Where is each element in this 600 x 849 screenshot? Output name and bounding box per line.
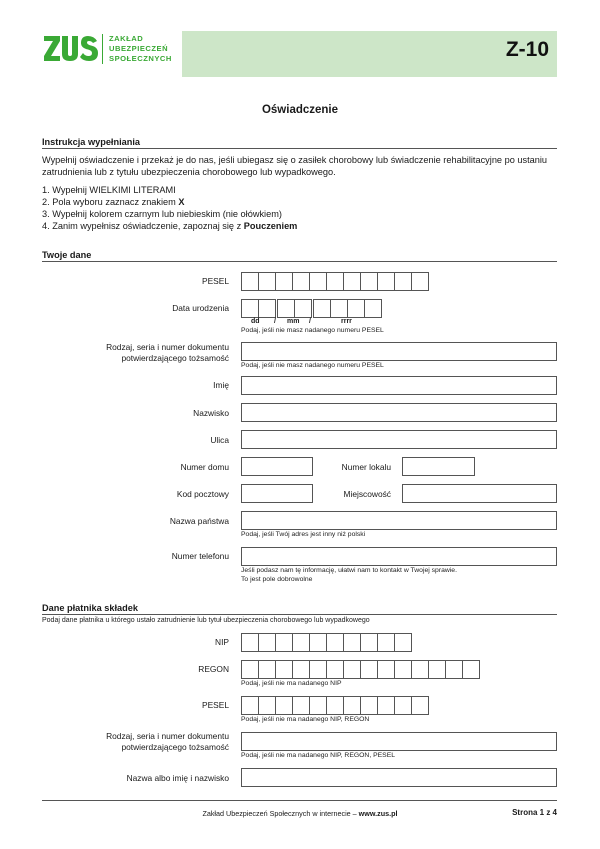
payer-document-hint: Podaj, jeśli nie ma nadanego NIP, REGON, PESEL (241, 752, 396, 759)
payer-document-label: Rodzaj, seria i numer dokumentu potwierdzającego tożsamość (106, 731, 229, 752)
regon-cell[interactable] (275, 660, 293, 679)
zus-logo-mark (43, 33, 99, 63)
payer-subheading: Podaj dane płatnika u którego ustało zatrudnienie lub tytuł ubezpieczenia chorobowego lub wypadkowego (42, 617, 370, 624)
birth-date-cell[interactable] (241, 299, 259, 318)
nip-cell[interactable] (292, 633, 310, 652)
footer-divider (42, 800, 557, 801)
logo-line-1: ZAKŁAD (109, 34, 144, 43)
document-label: Rodzaj, seria i numer dokumentu potwierdzającego tożsamość (106, 342, 229, 363)
page-number: Strona 1 z 4 (512, 808, 557, 817)
date-yyyy-label: rrrr (341, 318, 352, 325)
instruction-step: 1. Wypełnij WIELKIMI LITERAMI (42, 185, 176, 195)
country-input[interactable] (241, 511, 557, 530)
birth-date-input[interactable] (241, 299, 381, 318)
first-name-input[interactable] (241, 376, 557, 395)
regon-cell[interactable] (428, 660, 446, 679)
regon-cell[interactable] (445, 660, 463, 679)
instructions-heading: Instrukcja wypełniania (42, 137, 557, 149)
postal-code-input[interactable] (241, 484, 313, 503)
regon-cell[interactable] (394, 660, 412, 679)
instructions-paragraph: Wypełnij oświadczenie i przekaż je do nas, jeśli ubiegasz się o zasiłek chorobowy lub świadczenie rehabilitacyjne po ustaniu zatrudnienia lub z tytułu ubezpieczenia chorobowego lub wypadkowego. (42, 155, 547, 177)
payer-pesel-hint: Podaj, jeśli nie ma nadanego NIP, REGON (241, 716, 370, 723)
instruction-step: 4. Zanim wypełnisz oświadczenie, zapoznaj się z Pouczeniem (42, 221, 298, 231)
payer-pesel-cell[interactable] (343, 696, 361, 715)
city-label: Miejscowość (343, 489, 391, 499)
regon-label: REGON (198, 664, 229, 674)
date-dd-label: dd (251, 318, 260, 325)
payer-pesel-cell[interactable] (258, 696, 276, 715)
nip-input[interactable] (241, 633, 411, 652)
regon-cell[interactable] (360, 660, 378, 679)
pesel-cell[interactable] (292, 272, 310, 291)
birth-date-cell[interactable] (258, 299, 276, 318)
date-separator: / (274, 318, 276, 325)
last-name-label: Nazwisko (193, 408, 229, 418)
logo-wordmark (109, 34, 172, 65)
regon-cell[interactable] (241, 660, 259, 679)
payer-pesel-cell[interactable] (360, 696, 378, 715)
payer-pesel-input[interactable] (241, 696, 428, 715)
footer-text: Zakład Ubezpieczeń Społecznych w internecie – www.zus.pl (202, 809, 398, 818)
phone-hint: Jeśli podasz nam tę informację, ułatwi nam to kontakt w Twojej sprawie. To jest pole dobrowolne (241, 567, 457, 583)
pesel-cell[interactable] (309, 272, 327, 291)
last-name-input[interactable] (241, 403, 557, 422)
regon-hint: Podaj, jeśli nie ma nadanego NIP (241, 680, 342, 687)
payer-pesel-cell[interactable] (394, 696, 412, 715)
payer-pesel-cell[interactable] (241, 696, 259, 715)
flat-number-input[interactable] (402, 457, 475, 476)
header-band (182, 31, 557, 77)
birth-date-cell[interactable] (364, 299, 382, 318)
phone-label: Numer telefonu (171, 551, 229, 561)
pesel-input[interactable] (241, 272, 428, 291)
payer-pesel-label: PESEL (201, 700, 229, 710)
phone-input[interactable] (241, 547, 557, 566)
pesel-cell[interactable] (360, 272, 378, 291)
logo-line-2: UBEZPIECZEŃ (109, 44, 169, 54)
nip-cell[interactable] (258, 633, 276, 652)
instructions-steps (42, 184, 562, 232)
birth-date-cell[interactable] (277, 299, 295, 318)
nip-cell[interactable] (377, 633, 395, 652)
house-number-input[interactable] (241, 457, 313, 476)
birth-date-cell[interactable] (294, 299, 312, 318)
payer-heading: Dane płatnika składek (42, 603, 557, 615)
postal-code-label: Kod pocztowy (176, 489, 229, 499)
date-separator: / (309, 318, 311, 325)
regon-cell[interactable] (462, 660, 480, 679)
pesel-cell[interactable] (343, 272, 361, 291)
document-title: Oświadczenie (261, 104, 339, 116)
footer-link[interactable]: www.zus.pl (358, 809, 398, 818)
form-code: Z-10 (505, 38, 549, 61)
country-label: Nazwa państwa (169, 516, 229, 526)
pesel-cell[interactable] (326, 272, 344, 291)
birth-date-cell[interactable] (330, 299, 348, 318)
regon-cell[interactable] (326, 660, 344, 679)
logo-line-3: SPOŁECZNYCH (109, 54, 172, 64)
pesel-label: PESEL (201, 276, 229, 286)
payer-name-input[interactable] (241, 768, 557, 787)
payer-document-input[interactable] (241, 732, 557, 751)
nip-cell[interactable] (360, 633, 378, 652)
zus-logo (42, 31, 182, 77)
payer-pesel-cell[interactable] (411, 696, 429, 715)
document-hint: Podaj, jeśli nie masz nadanego numeru PESEL (241, 362, 384, 369)
pesel-cell[interactable] (411, 272, 429, 291)
pesel-cell[interactable] (258, 272, 276, 291)
nip-cell[interactable] (241, 633, 259, 652)
birth-date-cell[interactable] (347, 299, 365, 318)
regon-cell[interactable] (309, 660, 327, 679)
regon-input[interactable] (241, 660, 479, 679)
your-data-heading: Twoje dane (42, 250, 557, 262)
country-hint: Podaj, jeśli Twój adres jest inny niż polski (241, 531, 366, 538)
payer-pesel-cell[interactable] (292, 696, 310, 715)
payer-pesel-cell[interactable] (275, 696, 293, 715)
payer-name-label: Nazwa albo imię i nazwisko (126, 773, 229, 783)
house-number-label: Numer domu (180, 462, 229, 472)
form-header (42, 31, 557, 77)
birth-date-label: Data urodzenia (172, 303, 229, 313)
logo-separator (102, 34, 103, 64)
birth-date-cell[interactable] (313, 299, 331, 318)
instruction-step: 2. Pola wyboru zaznacz znakiem X (42, 197, 185, 207)
pesel-cell[interactable] (377, 272, 395, 291)
birth-date-hint: Podaj, jeśli nie masz nadanego numeru PESEL (241, 327, 384, 334)
pesel-cell[interactable] (394, 272, 412, 291)
regon-cell[interactable] (258, 660, 276, 679)
nip-cell[interactable] (309, 633, 327, 652)
regon-cell[interactable] (377, 660, 395, 679)
first-name-label: Imię (213, 380, 229, 390)
nip-cell[interactable] (394, 633, 412, 652)
nip-cell[interactable] (326, 633, 344, 652)
regon-cell[interactable] (292, 660, 310, 679)
document-input[interactable] (241, 342, 557, 361)
payer-pesel-cell[interactable] (377, 696, 395, 715)
pesel-cell[interactable] (275, 272, 293, 291)
payer-pesel-cell[interactable] (326, 696, 344, 715)
city-input[interactable] (402, 484, 557, 503)
nip-cell[interactable] (343, 633, 361, 652)
regon-cell[interactable] (411, 660, 429, 679)
instruction-step: 3. Wypełnij kolorem czarnym lub niebieskim (nie ołówkiem) (42, 209, 282, 219)
nip-label: NIP (215, 637, 229, 647)
date-mm-label: mm (287, 318, 300, 325)
nip-cell[interactable] (275, 633, 293, 652)
payer-pesel-cell[interactable] (309, 696, 327, 715)
street-input[interactable] (241, 430, 557, 449)
street-label: Ulica (210, 435, 229, 445)
flat-number-label: Numer lokalu (341, 462, 391, 472)
pesel-cell[interactable] (241, 272, 259, 291)
regon-cell[interactable] (343, 660, 361, 679)
